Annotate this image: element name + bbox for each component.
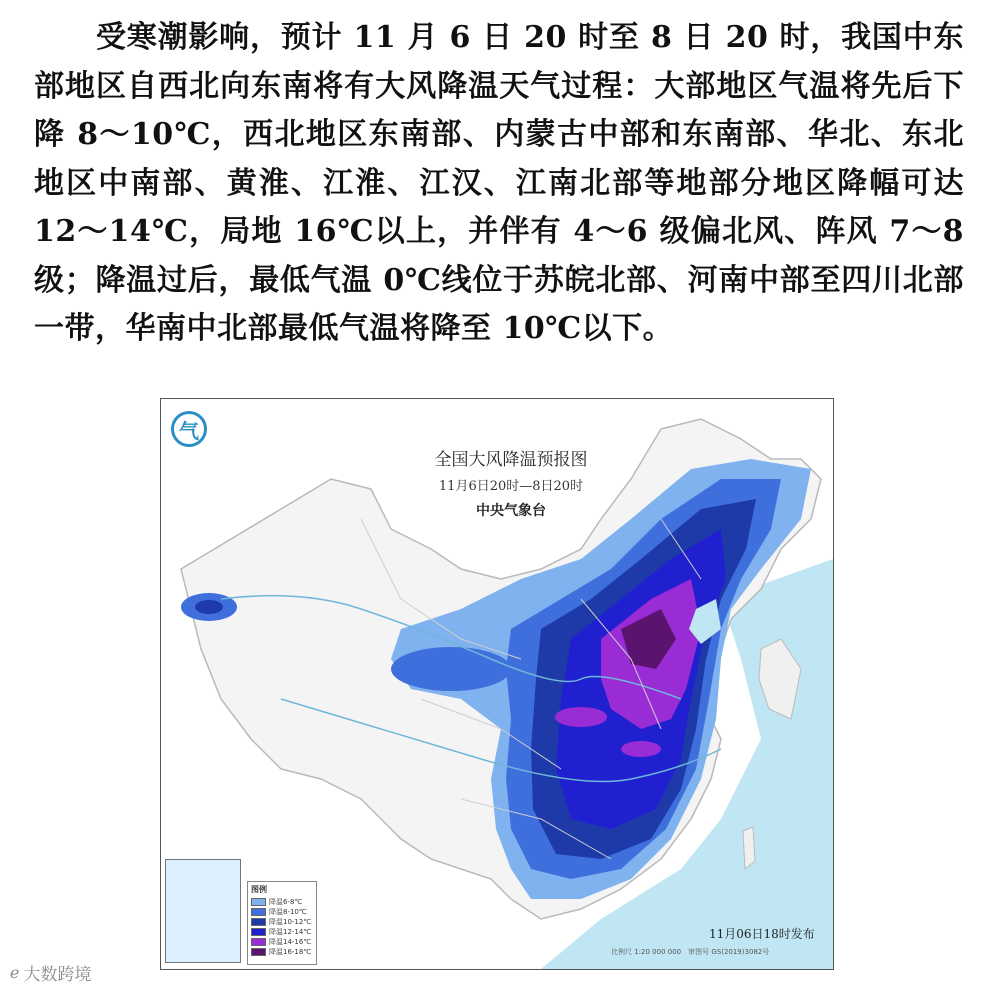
legend-label: 降温16-18℃ [269,948,312,956]
legend-title: 图例 [251,885,267,894]
zone-14-16-patch [621,741,661,757]
taiwan-land [743,827,755,869]
legend-swatch [251,908,266,916]
zone-west-core [195,600,223,614]
issue-time: 11月06日18时发布 [709,927,815,941]
legend-label: 降温10-12℃ [269,918,312,926]
agency-logo: 气 [171,411,207,447]
legend-item [251,937,313,947]
south-china-sea-inset [165,859,241,963]
legend-item [251,927,313,937]
map-agency: 中央气象台 [476,503,546,519]
map-legend [247,881,317,965]
watermark-text: 大数跨境 [23,964,92,985]
zone-central-band [391,647,511,691]
watermark [10,960,91,984]
legend-swatch [251,938,266,946]
legend-swatch [251,928,266,936]
ie-icon: ℯ [10,962,20,982]
map-title: 全国大风降温预报图 [434,450,588,470]
legend-label: 降温6-8℃ [269,898,303,906]
legend-label: 降温14-16℃ [269,938,312,946]
legend-item [251,907,313,917]
forecast-map [160,398,834,970]
legend-label: 降温12-14℃ [269,928,312,936]
legend-item [251,947,313,957]
legend-swatch [251,918,266,926]
legend-swatch [251,898,266,906]
zone-14-16-patch [555,707,607,727]
legend-label: 降温8-10℃ [269,908,307,916]
legend-item [251,897,313,907]
map-footer: 比例尺 1:20 000 000 审图号 GS(2019)3082号 [611,948,770,956]
article-text: 受寒潮影响，预计 11 月 6 日 20 时至 8 日 20 时，我国中东部地区自西北向东南将有大风降温天气过程：大部地区气温将先后下降 8～10℃，西北地区东南部、内蒙古中部和东南部、华北、东北地区中南部、黄淮、江淮、江汉、江南北部等地部分地区降幅可达 12～14℃，局地 16℃以上，并伴有 4～6 级偏北风、阵风 7～8 级；降温过后，最低气温 0℃线位于苏皖北部、河南中部至四川北部一带，华南中北部最低气温将降至 10℃以下。 [34,20,964,346]
legend-item [251,917,313,927]
legend-swatch [251,948,266,956]
map-subtitle: 11月6日20时—8日20时 [438,479,584,494]
